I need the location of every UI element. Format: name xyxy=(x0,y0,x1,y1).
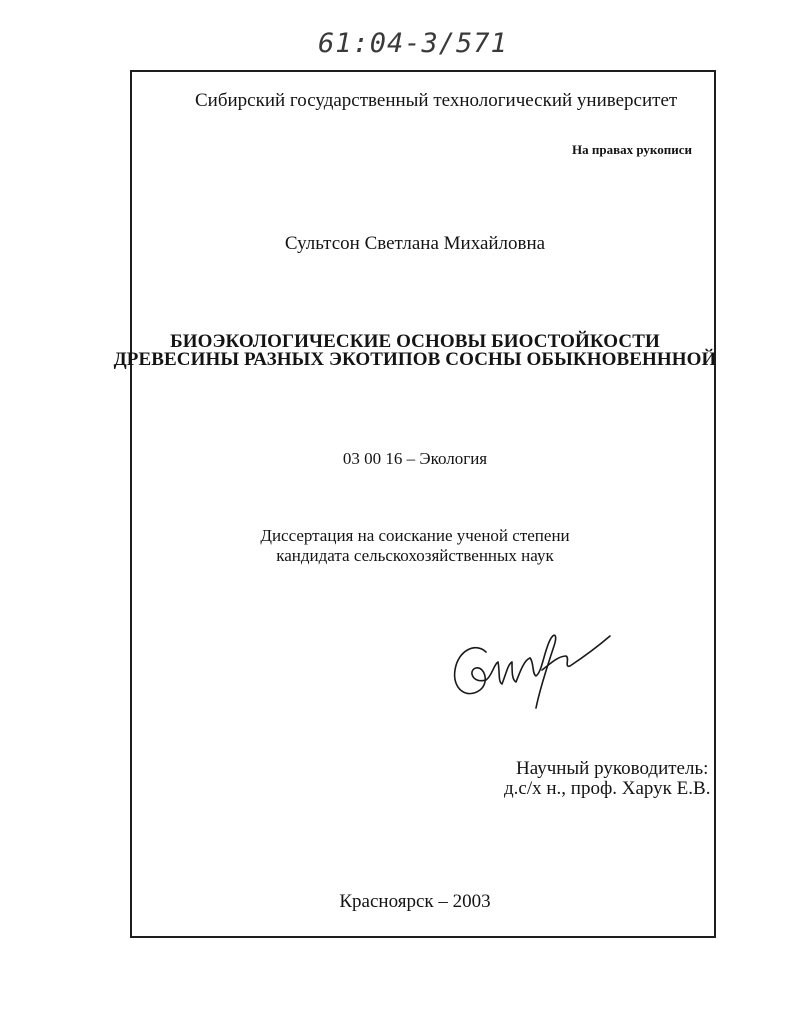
signature xyxy=(446,612,616,712)
author-name: Сультсон Светлана Михайловна xyxy=(284,233,546,254)
manuscript-rights-note: На правах рукописи xyxy=(572,142,692,157)
city-year: Красноярск – 2003 xyxy=(339,891,491,912)
specialty-code: 03 00 16 – Экология xyxy=(342,449,488,468)
archive-code: 61:04-3/571 xyxy=(318,28,508,59)
degree-line-1: Диссертация на соискание ученой степени xyxy=(260,526,570,545)
dissertation-title-line-2: ДРЕВЕСИНЫ РАЗНЫХ ЭКОТИПОВ СОСНЫ ОБЫКНОВЕНННОЙ xyxy=(113,349,717,370)
title-page-frame xyxy=(130,70,716,938)
degree-line-2: кандидата сельскохозяйственных наук xyxy=(276,546,554,565)
dissertation-title-line-1: БИОЭКОЛОГИЧЕСКИЕ ОСНОВЫ БИОСТОЙКОСТИ xyxy=(170,331,660,352)
supervisor-label: Научный руководитель: xyxy=(516,758,709,779)
supervisor-name: д.с/х н., проф. Харук Е.В. xyxy=(504,778,711,799)
university-name: Сибирский государственный технологический университет xyxy=(195,90,678,111)
